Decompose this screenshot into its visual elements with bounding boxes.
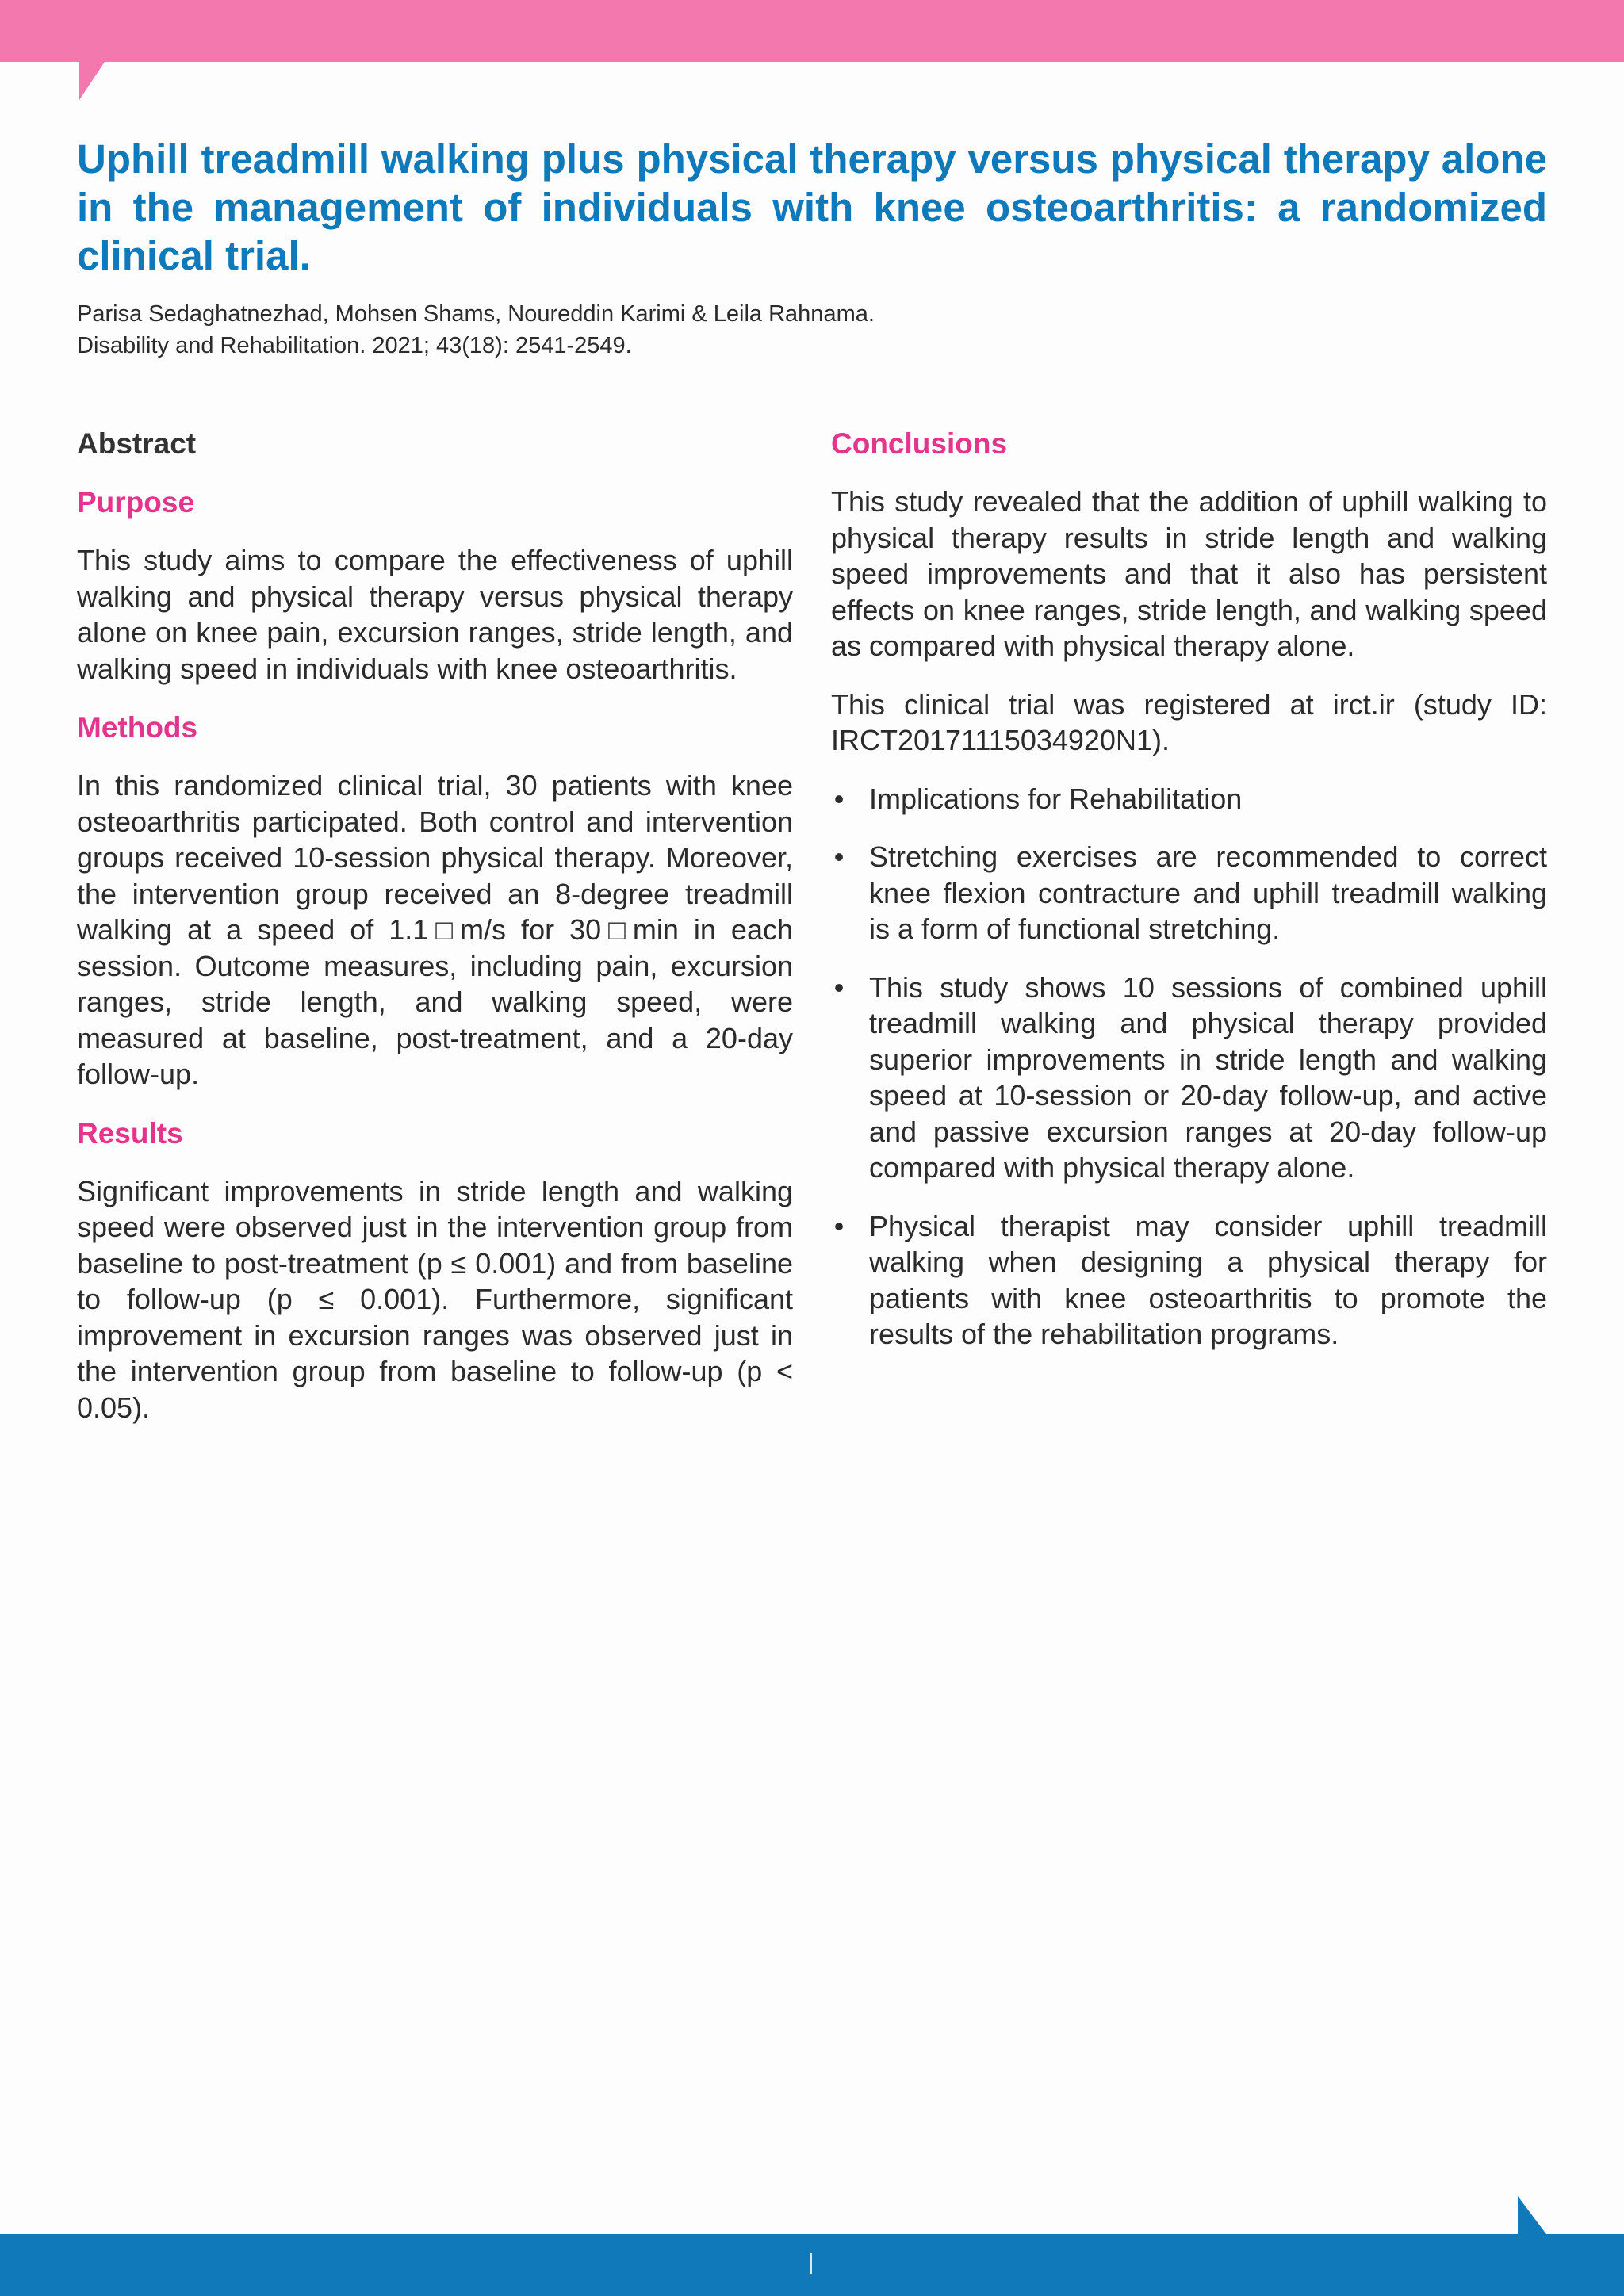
bullet-icon: • [833,970,845,1004]
list-item-text: This study shows 10 sessions of combined uphill treadmill walking and physical therapy provided superior improvements in stride length and walking speed at 10-session or 20-day follow-up, and active and passive excursion ranges at 20-day follow-up compared with physical therapy alone. [869,970,1547,1184]
methods-text: In this randomized clinical trial, 30 patients with knee osteoarthritis participated. Both control and intervention groups received 10-session physical therapy. Moreover, the intervention group received an 8-degree treadmill walking at a speed of 1.1□m/s for 30□min in each session. Outcome measures, including pain, excursion ranges, stride length, and walking speed, were measured at baseline, post-treatment, and a 20-day follow-up. [77,769,793,1090]
abstract-heading: Abstract [77,427,197,460]
conclusions-text: This study revealed that the addition of uphill walking to physical therapy results in stride length and walking speed improvements and that it also has persistent effects on knee ranges, stride length, and walking speed as compared with physical therapy alone. [831,485,1547,662]
top-banner [0,0,1624,62]
bullet-icon: • [833,782,845,815]
results-text: Significant improvements in stride length and walking speed were observed just in the intervention group from baseline to post-treatment (p ≤ 0.001) and from baseline to follow-up (p ≤ 0.001). Furthermore, significant improvement in excursion ranges was observed just in the intervention group from baseline to follow-up (p < 0.05). [77,1174,793,1424]
purpose-heading: Purpose [77,486,195,519]
paper-authors: Parisa Sedaghatnezhad, Mohsen Shams, Noureddin Karimi & Leila Rahnama. [77,301,875,327]
paper-title: Uphill treadmill walking plus physical therapy versus physical therapy alone in the management of individuals with knee osteoarthritis: a randomized clinical trial. [77,136,1547,278]
list-item-text: Physical therapist may consider uphill treadmill walking when designing a physical therapy for patients with knee osteoarthritis to promote the results of the rehabilitation programs. [869,1209,1547,1350]
registration-text: This clinical trial was registered at irct.ir (study ID: IRCT20171115034920N1). [831,687,1547,756]
list-item-text: Implications for Rehabilitation [869,782,1243,815]
purpose-text: This study aims to compare the effectiveness of uphill walking and physical therapy versus physical therapy alone on knee pain, excursion ranges, stride length, and walking speed in individuals with knee osteoarthritis. [77,544,793,685]
page-marker [810,2253,812,2274]
results-heading: Results [77,1116,183,1150]
list-item [831,781,1547,817]
bottom-banner-notch [1518,2196,1546,2234]
implications-list [831,781,1547,1353]
paper-citation: Disability and Rehabilitation. 2021; 43(18): 2541-2549. [77,333,632,358]
right-column [831,425,1547,1375]
list-item-text: Stretching exercises are recommended to correct knee flexion contracture and uphill treadmill walking is a form of functional stretching. [869,840,1547,945]
bullet-icon: • [833,840,845,873]
list-item [831,1208,1547,1353]
left-column [77,425,793,1448]
top-banner-notch [79,62,105,100]
bottom-banner [0,2234,1624,2296]
list-item [831,839,1547,947]
list-item [831,970,1547,1186]
conclusions-heading: Conclusions [831,427,1008,460]
bullet-icon: • [833,1209,845,1242]
methods-heading: Methods [77,711,198,744]
